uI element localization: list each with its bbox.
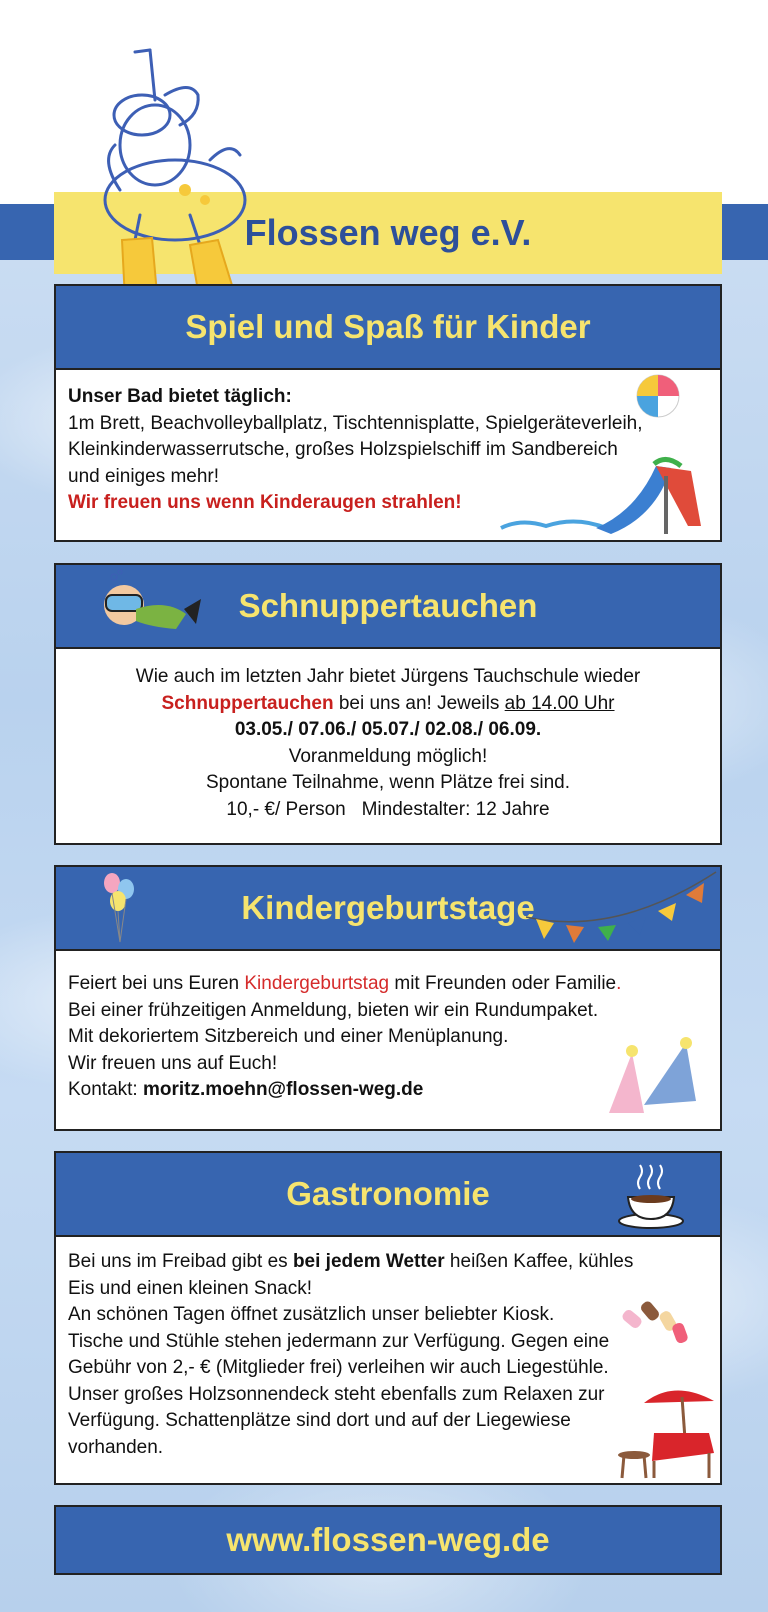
tauchen-dates: 03.05./ 07.06./ 05.07./ 02.08./ 06.09. — [234, 719, 542, 740]
tauchen-highlight: Schnuppertauchen — [161, 692, 334, 714]
kinder-line: und einiges mehr! — [68, 465, 220, 487]
geburtstag-line3: Mit dekoriertem Sitzbereich und einer Menüplanung. — [68, 1026, 509, 1047]
tauchen-time: ab 14.00 Uhr — [504, 692, 615, 714]
gastro-line1-bold: bei jedem Wetter — [292, 1251, 445, 1272]
bunting-icon — [526, 867, 722, 947]
tauchen-line5: Spontane Teilnahme, wenn Plätze frei sind. — [205, 772, 571, 793]
tauchen-line2 — [68, 691, 708, 718]
section-gastro — [54, 1151, 722, 1485]
gastro-line4: Tische und Stühle stehen jedermann zur Verfügung. Gegen eine — [68, 1330, 610, 1352]
contact-email-link[interactable]: moritz.moehn@flossen-weg.de — [143, 1079, 424, 1100]
diver-kid-illustration — [80, 40, 260, 320]
section-tauchen — [54, 563, 722, 845]
section-kinder — [54, 284, 722, 542]
geburtstag-line1-dot: . — [616, 973, 622, 994]
tauchen-line1: Wie auch im letzten Jahr bietet Jürgens Tauchschule wieder — [135, 666, 641, 687]
gastro-line7: Verfügung. Schattenplätze sind dort und auf der Liegewiese — [68, 1410, 571, 1431]
section-geburtstag — [54, 865, 722, 1131]
kinder-line: 1m Brett, Beachvolleyballplatz, Tischtennisplatte, Spielgeräteverleih, — [68, 412, 643, 434]
website-link[interactable]: www.flossen-weg.de — [54, 1505, 722, 1575]
gastro-line2: Eis und einen kleinen Snack! — [68, 1277, 312, 1299]
geburtstag-line1 — [68, 971, 708, 998]
section-tauchen-title: Schnuppertauchen — [56, 565, 720, 649]
tauchen-line4: Voranmeldung möglich! — [288, 745, 488, 767]
geburtstag-highlight: Kindergeburtstag — [244, 973, 390, 994]
section-kinder-title: Spiel und Spaß für Kinder — [56, 286, 720, 370]
geburtstag-line1-pre: Feiert bei uns Euren — [68, 973, 245, 994]
geburtstag-line2: Bei einer frühzeitigen Anmeldung, bieten wir ein Rundumpaket. — [68, 999, 599, 1021]
geburtstag-line4: Wir freuen uns auf Euch! — [68, 1052, 278, 1074]
coffee-cup-icon — [616, 1161, 686, 1231]
org-title: Flossen weg e.V. — [244, 212, 532, 253]
gastro-line3: An schönen Tagen öffnet zusätzlich unser beliebter Kiosk. — [68, 1304, 555, 1325]
tauchen-line2-mid: bei uns an! Jeweils — [333, 692, 505, 714]
section-gastro-title: Gastronomie — [56, 1153, 720, 1237]
geburtstag-line1-post: mit Freunden oder Familie — [389, 973, 617, 994]
kinder-line: Kleinkinderwasserrutsche, großes Holzspielschiff im Sandbereich — [68, 439, 618, 460]
section-geburtstag-title: Kindergeburtstage — [56, 867, 720, 951]
balloons-icon — [100, 867, 140, 947]
water-slide-icon — [496, 456, 706, 538]
kinder-lead: Unser Bad bietet täglich: — [68, 386, 292, 407]
gastro-line6: Unser großes Holzsonnendeck steht ebenfalls zum Relaxen zur — [68, 1383, 605, 1405]
gastro-line1 — [68, 1249, 708, 1276]
gastro-line5: Gebühr von 2,- € (Mitglieder frei) verleihen wir auch Liegestühle. — [68, 1357, 609, 1378]
gastro-line8: vorhanden. — [68, 1436, 164, 1458]
sun-lounger-umbrella-icon — [614, 1383, 724, 1483]
gastro-line1-pre: Bei uns im Freibad gibt es — [68, 1251, 293, 1272]
contact-label: Kontakt: — [68, 1079, 143, 1100]
gastro-line1-post: heißen Kaffee, kühles — [444, 1251, 634, 1272]
party-hats-icon — [604, 1035, 704, 1119]
kinder-highlight: Wir freuen uns wenn Kinderaugen strahlen! — [68, 492, 462, 513]
diver-icon — [96, 569, 206, 647]
section-tauchen-body — [56, 649, 720, 835]
ice-cream-icon — [622, 1295, 692, 1355]
tauchen-line6: 10,- €/ Person Mindestalter: 12 Jahre — [226, 798, 550, 820]
beach-ball-icon — [634, 372, 682, 420]
